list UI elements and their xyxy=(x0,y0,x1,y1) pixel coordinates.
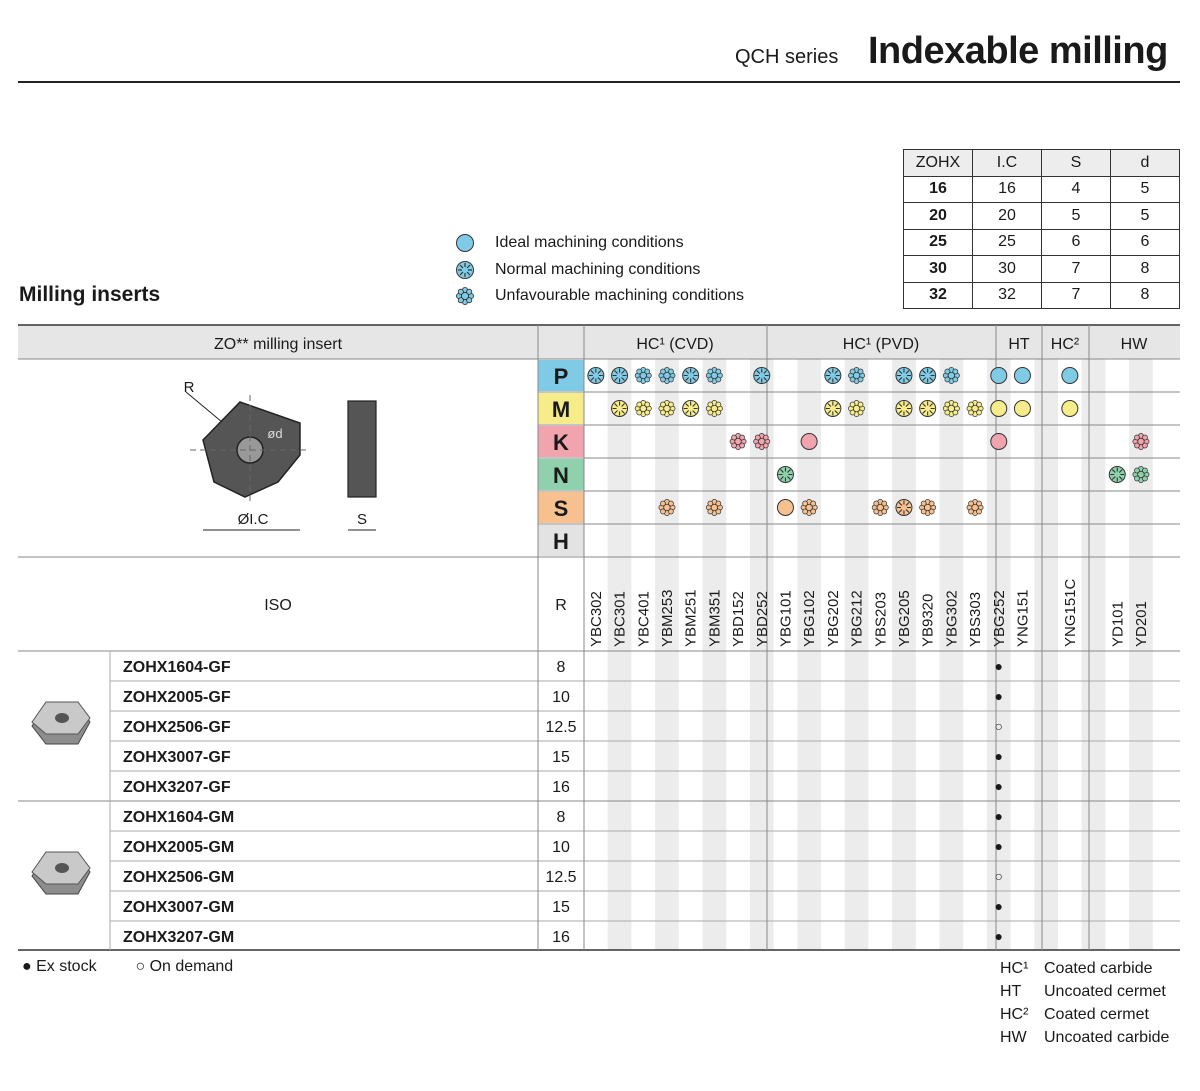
marker-circle xyxy=(777,500,793,516)
ideal-marker xyxy=(777,500,793,516)
normal-marker xyxy=(588,368,604,384)
key-row xyxy=(1000,1006,1149,1024)
size-cell: 20 xyxy=(973,203,1042,230)
key-row xyxy=(1000,1029,1169,1047)
stock-mark: ● xyxy=(994,688,1003,704)
product-name: ZOHX3207-GM xyxy=(123,929,235,946)
r-header: R xyxy=(555,597,567,614)
key-code: HW xyxy=(1000,1029,1027,1046)
ideal-marker xyxy=(801,434,817,450)
grade-label: YBM253 xyxy=(658,589,676,647)
unfavourable-marker xyxy=(848,400,864,416)
ideal-marker xyxy=(991,368,1007,384)
unfavourable-marker xyxy=(635,400,651,416)
grade-label: YBS203 xyxy=(872,591,890,647)
normal-marker xyxy=(920,401,936,417)
normal-marker xyxy=(777,467,793,483)
page-title: Indexable milling xyxy=(868,30,1168,72)
size-cell: 30 xyxy=(973,256,1042,283)
stock-mark: ○ xyxy=(994,868,1003,884)
marker-center xyxy=(972,405,978,411)
product-name: ZOHX2506-GF xyxy=(123,719,231,736)
marker-circle xyxy=(1014,401,1030,417)
radius-value: 8 xyxy=(556,659,566,676)
marker-center xyxy=(806,504,812,510)
product-name: ZOHX2506-GM xyxy=(123,869,235,886)
size-cell: 7 xyxy=(1042,256,1111,283)
marker-center xyxy=(853,372,859,378)
iso-header: ISO xyxy=(264,597,292,614)
radius-value: 12.5 xyxy=(545,869,577,886)
product-name: ZOHX1604-GM xyxy=(123,809,235,826)
on-demand-legend: ○ On demand xyxy=(135,958,234,975)
material-letter: P xyxy=(553,364,569,389)
product-name: ZOHX3007-GM xyxy=(123,899,235,916)
marker-circle xyxy=(801,434,817,450)
insert-diagram xyxy=(186,392,376,530)
product-name: ZOHX1604-GF xyxy=(123,659,231,676)
unfavourable-marker xyxy=(848,367,864,383)
material-letter: S xyxy=(553,496,569,521)
grade-label: YBS303 xyxy=(967,591,985,647)
unfavourable-marker xyxy=(801,499,817,515)
key-desc: Coated carbide xyxy=(1044,960,1153,977)
ideal-marker xyxy=(1014,368,1030,384)
size-cell: 20 xyxy=(904,203,973,230)
unfavourable-marker xyxy=(659,367,675,383)
normal-marker xyxy=(754,368,770,384)
hole-diameter-label: ød xyxy=(267,426,283,441)
size-cell: 6 xyxy=(1111,229,1180,256)
marker-center xyxy=(711,405,717,411)
grade-group-header: HT xyxy=(1008,336,1030,353)
stock-legend xyxy=(22,958,233,976)
insert-thumbnail xyxy=(32,702,90,744)
marker-center xyxy=(735,438,741,444)
material-letter: K xyxy=(553,430,569,455)
ideal-marker xyxy=(1014,401,1030,417)
grade-label: YD101 xyxy=(1109,601,1127,647)
key-row xyxy=(1000,960,1153,978)
ic-label: ØI.C xyxy=(237,511,269,528)
insert-header: ZO** milling insert xyxy=(213,336,343,353)
thumbnail-hole xyxy=(55,713,69,723)
product-name: ZOHX3007-GF xyxy=(123,749,231,766)
marker-center xyxy=(711,372,717,378)
grade-label: YNG151 xyxy=(1014,589,1032,647)
radius-value: 15 xyxy=(552,899,570,916)
stock-mark: ● xyxy=(994,928,1003,944)
normal-marker xyxy=(825,368,841,384)
marker-center xyxy=(1138,438,1144,444)
grade-label: YBG202 xyxy=(824,590,842,647)
grade-label: YBD252 xyxy=(753,591,771,647)
size-cell: 25 xyxy=(973,229,1042,256)
material-letter: N xyxy=(553,463,569,488)
unfavourable-marker xyxy=(920,499,936,515)
key-code: HC² xyxy=(1000,1006,1029,1023)
size-cell: 6 xyxy=(1042,229,1111,256)
marker-center xyxy=(759,438,765,444)
stock-mark: ● xyxy=(994,898,1003,914)
ideal-marker xyxy=(1062,368,1078,384)
stock-mark: ● xyxy=(994,658,1003,674)
normal-marker xyxy=(612,401,628,417)
normal-marker xyxy=(896,368,912,384)
marker-circle xyxy=(1062,368,1078,384)
grade-group-header: HC¹ (CVD) xyxy=(636,336,714,353)
marker-center xyxy=(640,372,646,378)
unfavourable-marker xyxy=(706,367,722,383)
size-cell: 7 xyxy=(1042,282,1111,309)
stock-mark: ● xyxy=(994,748,1003,764)
size-cell: 5 xyxy=(1111,203,1180,230)
key-desc: Coated cermet xyxy=(1044,1006,1149,1023)
unfavourable-marker xyxy=(659,400,675,416)
size-cell: 5 xyxy=(1111,176,1180,203)
grade-label: YBC401 xyxy=(635,591,653,647)
marker-circle xyxy=(991,434,1007,450)
size-cell: 16 xyxy=(904,176,973,203)
grade-label: YBM251 xyxy=(682,589,700,647)
normal-marker xyxy=(612,368,628,384)
product-name: ZOHX3207-GF xyxy=(123,779,231,796)
grade-label: YNG151C xyxy=(1061,578,1079,647)
product-name: ZOHX2005-GM xyxy=(123,839,235,856)
grade-group-header: HC¹ (PVD) xyxy=(842,336,920,353)
grade-group-header: HC² xyxy=(1050,336,1080,353)
size-cell: 32 xyxy=(904,282,973,309)
radius-value: 8 xyxy=(556,809,566,826)
normal-marker xyxy=(896,500,912,516)
key-code: HC¹ xyxy=(1000,960,1029,977)
grade-label: YD201 xyxy=(1132,601,1150,647)
radius-leader xyxy=(186,392,222,422)
grade-label: YBD152 xyxy=(730,591,748,647)
legend-label: Ideal machining conditions xyxy=(495,234,684,251)
radius-label: R xyxy=(183,379,195,396)
marker-center xyxy=(877,504,883,510)
grade-label: YB9320 xyxy=(919,593,937,647)
marker-circle xyxy=(991,368,1007,384)
ex-stock-legend: ● Ex stock xyxy=(22,958,97,975)
radius-value: 15 xyxy=(552,749,570,766)
size-header-cell: ZOHX xyxy=(904,150,973,177)
unfavourable-marker xyxy=(943,367,959,383)
section-title: Milling inserts xyxy=(19,283,161,306)
marker-center xyxy=(664,405,670,411)
stock-mark: ● xyxy=(994,838,1003,854)
unfavourable-marker xyxy=(967,499,983,515)
key-desc: Uncoated carbide xyxy=(1044,1029,1170,1046)
key-desc: Uncoated cermet xyxy=(1044,983,1166,1000)
unfavourable-marker xyxy=(872,499,888,515)
stock-mark: ● xyxy=(994,808,1003,824)
radius-value: 16 xyxy=(552,929,570,946)
marker-circle xyxy=(991,401,1007,417)
normal-marker xyxy=(1109,467,1125,483)
legend-label: Unfavourable machining conditions xyxy=(495,287,745,304)
size-cell: 16 xyxy=(973,176,1042,203)
unfavourable-marker xyxy=(967,400,983,416)
normal-marker xyxy=(920,368,936,384)
grade-label: YBM351 xyxy=(706,589,724,647)
marker-center xyxy=(640,405,646,411)
unfavourable-marker xyxy=(1133,466,1149,482)
series-label: QCH series xyxy=(735,46,839,68)
material-letter: H xyxy=(553,529,569,554)
marker-center xyxy=(948,372,954,378)
grade-label: YBC302 xyxy=(587,591,605,647)
marker-center xyxy=(711,504,717,510)
unfavourable-marker xyxy=(659,499,675,515)
unfavourable-marker xyxy=(1133,433,1149,449)
marker-circle xyxy=(1014,368,1030,384)
marker-center xyxy=(853,405,859,411)
radius-value: 12.5 xyxy=(545,719,577,736)
radius-value: 16 xyxy=(552,779,570,796)
size-header-cell: d xyxy=(1111,150,1180,177)
stock-mark: ○ xyxy=(994,718,1003,734)
product-name: ZOHX2005-GF xyxy=(123,689,231,706)
key-code: HT xyxy=(1000,983,1022,1000)
radius-value: 10 xyxy=(552,839,570,856)
size-cell: 8 xyxy=(1111,256,1180,283)
marker-center xyxy=(664,372,670,378)
grade-label: YBG205 xyxy=(895,590,913,647)
grade-label: YBG101 xyxy=(777,590,795,647)
ideal-marker xyxy=(1062,401,1078,417)
thumbnail-hole xyxy=(55,863,69,873)
grade-label: YBC301 xyxy=(611,591,629,647)
unfavourable-marker xyxy=(706,499,722,515)
key-row xyxy=(1000,983,1166,1001)
ideal-marker xyxy=(991,401,1007,417)
header-band xyxy=(18,325,1180,359)
marker-circle xyxy=(1062,401,1078,417)
normal-marker xyxy=(683,401,699,417)
size-header-cell: I.C xyxy=(973,150,1042,177)
marker-center xyxy=(948,405,954,411)
size-cell: 30 xyxy=(904,256,973,283)
legend-label: Normal machining conditions xyxy=(495,261,701,278)
marker-center xyxy=(664,504,670,510)
normal-marker xyxy=(825,401,841,417)
unfavourable-marker xyxy=(943,400,959,416)
insert-side-view xyxy=(348,401,376,497)
size-cell: 4 xyxy=(1042,176,1111,203)
size-cell: 25 xyxy=(904,229,973,256)
marker-center xyxy=(1138,471,1144,477)
s-label: S xyxy=(356,511,368,528)
size-header-cell: S xyxy=(1042,150,1111,177)
unfavourable-marker xyxy=(730,433,746,449)
material-letter: M xyxy=(551,397,571,422)
grade-label: YBG302 xyxy=(943,590,961,647)
insert-thumbnail xyxy=(32,852,90,894)
grade-label: YBG102 xyxy=(801,590,819,647)
marker-center xyxy=(924,504,930,510)
unfavourable-marker xyxy=(754,433,770,449)
size-cell: 5 xyxy=(1042,203,1111,230)
grade-label: YBG252 xyxy=(990,590,1008,647)
grade-group-header: HW xyxy=(1120,336,1148,353)
unfavourable-marker xyxy=(635,367,651,383)
normal-marker xyxy=(896,401,912,417)
unfavourable-marker xyxy=(706,400,722,416)
normal-marker xyxy=(683,368,699,384)
size-cell: 32 xyxy=(973,282,1042,309)
grade-label: YBG212 xyxy=(848,590,866,647)
radius-value: 10 xyxy=(552,689,570,706)
ideal-marker xyxy=(991,434,1007,450)
marker-center xyxy=(972,504,978,510)
stock-mark: ● xyxy=(994,778,1003,794)
size-cell: 8 xyxy=(1111,282,1180,309)
